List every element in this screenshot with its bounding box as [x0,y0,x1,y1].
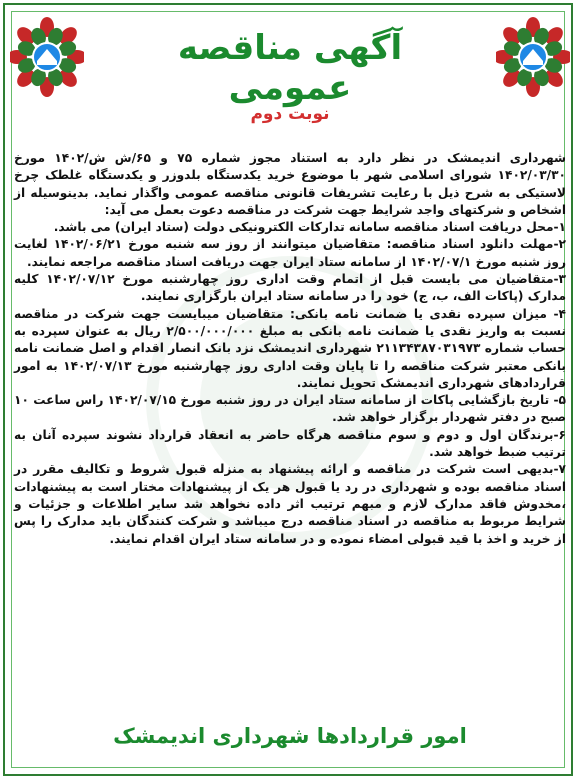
intro-paragraph: شهرداری اندیمشک در نظر دارد به استناد مجوز شماره ۷۵ و ۶۵/ش ش/۱۴۰۲ مورخ ۱۴۰۲/۰۳/۳۰ شورای اسلامی شهر با موضوع خرید یکدستگاه بلدوزر و یکدستگاه غلطک چرخ لاستیکی به شرح ذیل با رعایت تشریفات قانونی مناقصه عمومی واگذار نماید. بدینوسیله از اشخاص و شرکتهای واجد شرایط جهت شرکت در مناقصه دعوت بعمل می آید: [14,151,567,217]
notice-round: نوبت دوم [250,104,330,124]
clause-1: ۱-محل دریافت اسناد مناقصه سامانه تدارکات الکترونیکی دولت (ستاد ایران) می باشد. [53,220,566,235]
clause-4: ۴- میزان سپرده نقدی یا ضمانت نامه بانکی: متقاضیان میبایست جهت شرکت در مناقصه نسبت به واریز نقدی یا ضمانت نامه بانکی به مبلغ ۲/۵۰۰/۰۰۰/۰۰۰ ریال به عنوان سپرده به حساب شماره ۲۱۱۳۴۳۸۷۰۳۱۹۷۳ شهرداری اندیمشک نزد بانک انصار اقدام و اصل ضمانت نامه بانکی معتبر شرکت مناقصه را تا پایان وقت اداری روز چهارشنبه مورخ ۱۴۰۲/۰۷/۱۳ به امور قراردادهای شهرداری اندیمشک تحویل نمایند. [14,306,567,390]
notice-body [14,150,566,548]
municipality-emblem-right [496,16,570,98]
clause-2: ۲-مهلت دانلود اسناد مناقصه: متقاضیان میتوانند از روز سه شنبه مورخ ۱۴۰۲/۰۶/۲۱ لغایت روز شنبه مورخ ۱۴۰۲/۰۷/۱ از سامانه ستاد ایران جهت دریافت اسناد مناقصه مراجعه نمایند. [14,237,566,269]
issuer-signature: امور قراردادها شهرداری اندیمشک [113,724,467,748]
clause-6: ۶-برندگان اول و دوم و سوم مناقصه هرگاه حاضر به انعقاد قرارداد نشوند سپرده آنان به ترتیب ضبط خواهد شد. [14,427,566,460]
clause-7: ۷-بدیهی است شرکت در مناقصه و ارائه پیشنهاد به منزله قبول شروط و تکالیف مقرر در اسناد مناقصه بوده و شهرداری در رد یا قبول هر یک از پیشنهادات مختار است به پیشنهادات ،مخدوش فاقد مدارک لازم و مبهم ترتیب اثر داده نخواهد شد سایر اطلاعات و جزئیات و شرایط مربوط به مناقصه در اسناد مناقصه درج میباشد و شرکت کنندگان باید مدارک را پس از خرید و اخذ با قید قبولی امضاء نموده و در سامانه ستاد ایران اقدام نمایند. [14,462,566,546]
clause-3: ۳-متقاضیان می بایست قبل از اتمام وقت اداری روز چهارشنبه مورخ ۱۴۰۲/۰۷/۱۲ کلیه مدارک (پاکات الف، ب، ج) خود را در سامانه ستاد ایران بارگزاری نمایند. [14,272,566,304]
clause-5: ۵- تاریخ بازگشایی پاکات از سامانه ستاد ایران در روز شنبه مورخ ۱۴۰۲/۰۷/۱۵ راس ساعت ۱۰ صبح در دفتر شهردار برگزار خواهد شد. [14,393,566,425]
notice-title: آگهی مناقصه عمومی [177,28,403,108]
municipality-emblem-left [10,16,84,98]
